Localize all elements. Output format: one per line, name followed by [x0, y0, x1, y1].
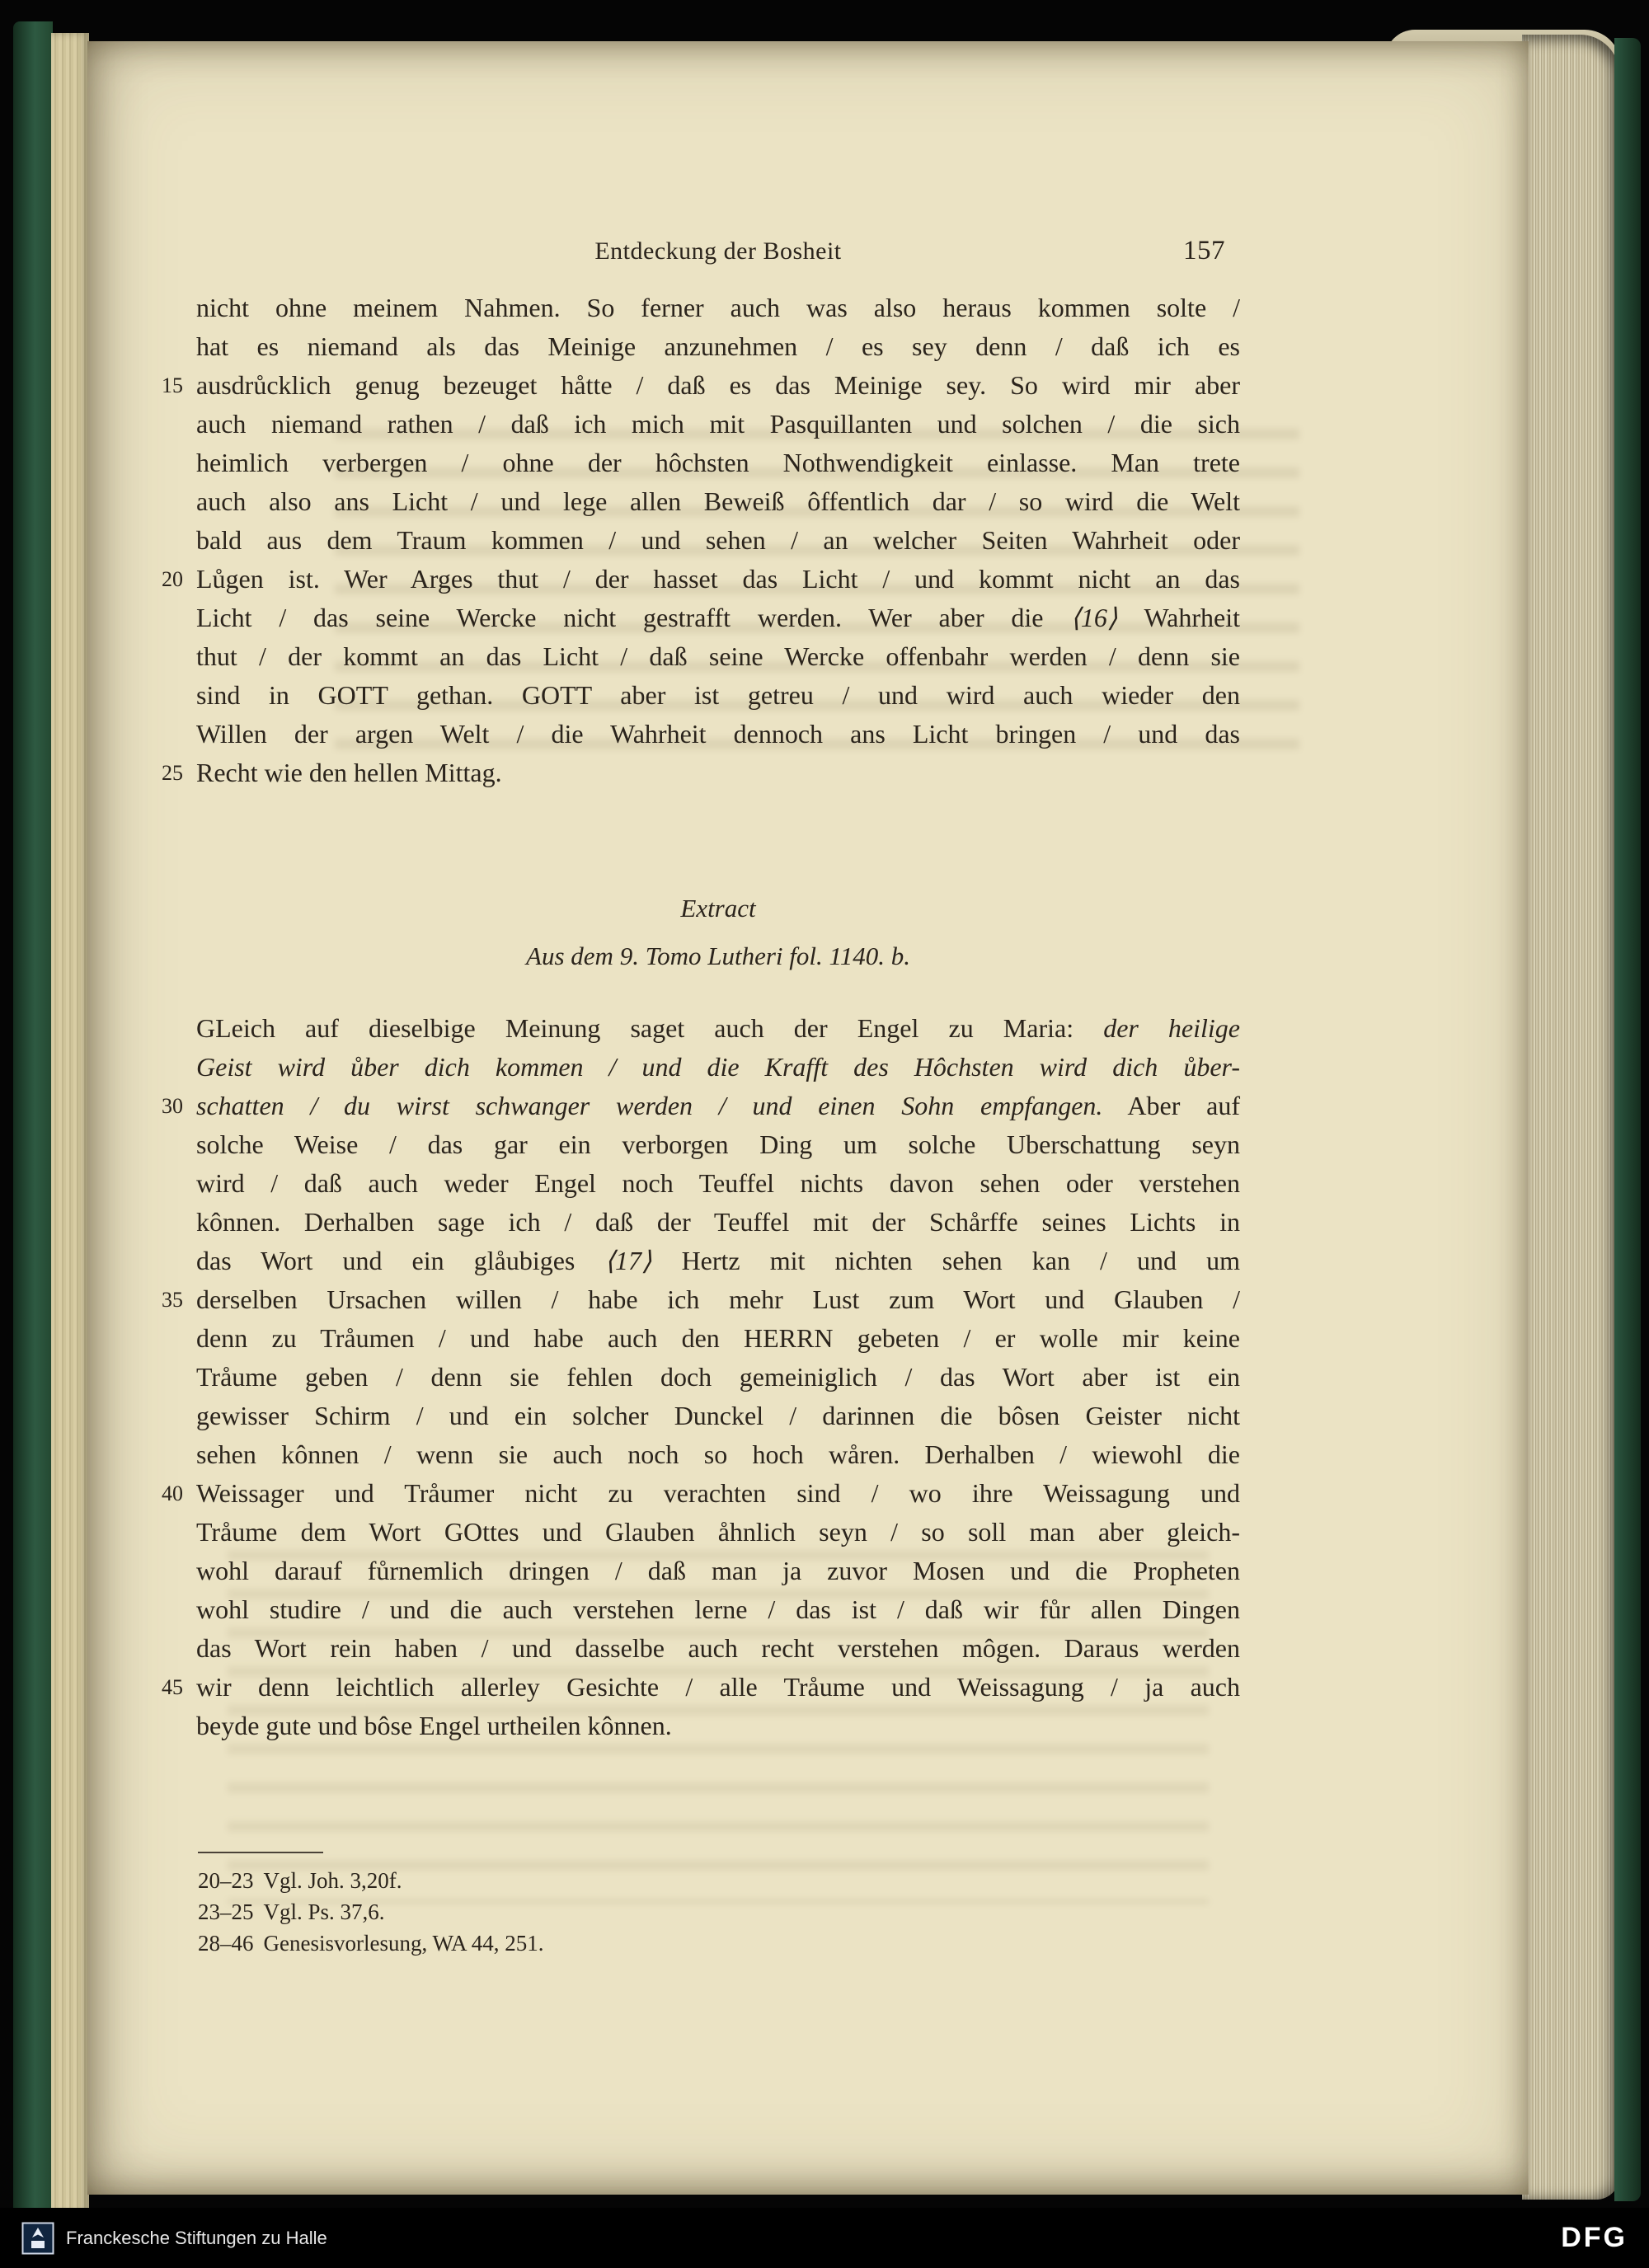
text-line [196, 1319, 1240, 1358]
footnote-line [198, 1865, 543, 1896]
text-line [196, 405, 1240, 444]
line-text: wohl studire / und die auch verstehen lerne / das ist / daß wir fůr allen Dingen [196, 1594, 1240, 1624]
footnote-line [198, 1928, 543, 1959]
paragraph-1 [162, 289, 1241, 792]
text-line [196, 637, 1240, 676]
line-text: solche Weise / das gar ein verborgen Ding um solche Uberschattung seyn [196, 1129, 1240, 1159]
text-line [196, 1009, 1240, 1048]
line-number-margin: 35 [162, 1288, 183, 1312]
line-number-margin: 45 [162, 1675, 183, 1699]
book-cover-right [1614, 38, 1641, 2201]
page-edge-left [51, 33, 89, 2214]
footnote-line-text: Genesisvorlesung, WA 44, 251. [263, 1931, 544, 1956]
line-text: Tråume dem Wort GOttes und Glauben åhnlich seyn / so soll man aber gleich- [196, 1517, 1240, 1547]
footnote-line-range: 28–46 [198, 1931, 254, 1956]
page-number: 157 [1183, 236, 1225, 265]
text-line [196, 1707, 1240, 1745]
text-line [196, 1242, 1240, 1280]
line-text: ausdrůcklich genug bezeuget håtte / daß es das Meinige sey. So wird mir aber [196, 370, 1240, 400]
text-line [196, 1397, 1240, 1435]
book-page [87, 41, 1529, 2195]
text-line [196, 1048, 1240, 1087]
line-text: denn zu Tråumen / und habe auch den HERRN gebeten / er wolle mir keine [196, 1323, 1240, 1353]
text-line [196, 1629, 1240, 1668]
footnote-line [198, 1896, 543, 1928]
line-number-margin: 40 [162, 1481, 183, 1505]
text-line [196, 1125, 1240, 1164]
line-text: heimlich verbergen / ohne der hôchsten Nothwendigkeit einlasse. Man trete [196, 448, 1240, 477]
line-text: Lůgen ist. Wer Arges thut / der hasset das Licht / und kommt nicht an das [196, 564, 1240, 594]
text-line [162, 1087, 1241, 1125]
library-attribution [21, 2222, 327, 2255]
line-text: sind in GOTT gethan. GOTT aber ist getreu / und wird auch wieder den [196, 680, 1240, 710]
text-line [196, 482, 1240, 521]
book-cover-left [13, 21, 53, 2229]
text-line [196, 1590, 1240, 1629]
text-line [196, 715, 1240, 754]
footnote-line-range: 20–23 [198, 1868, 254, 1893]
extract-heading [196, 890, 1240, 973]
line-text: das Wort und ein glåubiges ⟨17⟩ Hertz mit nichten sehen kan / und um [196, 1246, 1241, 1275]
line-number-margin: 30 [162, 1094, 183, 1118]
page-header [196, 237, 1240, 274]
extract-source: Aus dem 9. Tomo Lutheri fol. 1140. b. [526, 941, 910, 970]
text-line [196, 1552, 1240, 1590]
line-text: gewisser Schirm / und ein solcher Dunckel / darinnen die bôsen Geister nicht [196, 1401, 1240, 1430]
line-text: beyde gute und bôse Engel urtheilen kônnen. [196, 1711, 672, 1740]
paragraph-2 [162, 1009, 1241, 1745]
line-text: wohl darauf fůrnemlich dringen / daß man ja zuvor Mosen und die Propheten [196, 1556, 1240, 1585]
line-text: kônnen. Derhalben sage ich / daß der Teuffel mit der Schårffe seines Lichts in [196, 1207, 1240, 1237]
line-text: Geist wird ůber dich kommen / und die Krafft des Hôchsten wird dich ůber- [196, 1052, 1240, 1082]
text-line [162, 1668, 1240, 1707]
line-text: Tråume geben / denn sie fehlen doch gemeiniglich / das Wort aber ist ein [196, 1362, 1240, 1392]
text-line [196, 289, 1240, 327]
footnote-line-range: 23–25 [198, 1899, 254, 1924]
text-line [162, 366, 1240, 405]
line-text: auch niemand rathen / daß ich mich mit Pasquillanten und solchen / die sich [196, 409, 1240, 439]
line-number-margin: 15 [162, 373, 183, 397]
text-line [162, 1280, 1240, 1319]
text-line [196, 327, 1240, 366]
text-line [196, 676, 1240, 715]
line-text: hat es niemand als das Meinige anzunehmen / es sey denn / daß ich es [196, 331, 1240, 361]
viewer-footer-bar [0, 2208, 1649, 2268]
line-number-margin: 25 [162, 761, 183, 785]
footnote-rule [198, 1852, 323, 1853]
line-text: bald aus dem Traum kommen / und sehen / an welcher Seiten Wahrheit oder [196, 525, 1240, 555]
line-text: GLeich auf dieselbige Meinung saget auch der Engel zu Maria: der heilige [196, 1013, 1241, 1043]
running-title: Entdeckung der Bosheit [594, 237, 842, 265]
line-text: wird / daß auch weder Engel noch Teuffel nichts davon sehen oder verstehen [196, 1168, 1240, 1198]
text-line [162, 754, 1240, 792]
line-text: Recht wie den hellen Mittag. [196, 758, 502, 787]
line-text: nicht ohne meinem Nahmen. So ferner auch was also heraus kommen solte / [196, 293, 1240, 322]
footnotes [198, 1865, 543, 1959]
text-line [196, 1358, 1240, 1397]
francke-logo-icon [21, 2222, 54, 2255]
extract-title: Extract [680, 894, 756, 923]
line-text: Willen der argen Welt / die Wahrheit dennoch ans Licht bringen / und das [196, 719, 1240, 749]
text-line [196, 599, 1240, 637]
line-text: das Wort rein haben / und dasselbe auch recht verstehen môgen. Daraus werden [196, 1633, 1240, 1663]
footnote-line-text: Vgl. Ps. 37,6. [263, 1899, 385, 1924]
text-line [162, 1474, 1240, 1513]
text-line [196, 1513, 1240, 1552]
line-text: thut / der kommt an das Licht / daß seine Wercke offenbahr werden / denn sie [196, 641, 1240, 671]
text-area [162, 41, 1241, 2195]
text-line [196, 521, 1240, 560]
library-name: Franckesche Stiftungen zu Halle [66, 2227, 327, 2248]
line-text: schatten / du wirst schwanger werden / und einen Sohn empfangen. Aber auf [196, 1091, 1241, 1120]
footnote-line-text: Vgl. Joh. 3,20f. [263, 1868, 402, 1893]
text-line [196, 1203, 1240, 1242]
line-text: Weissager und Tråumer nicht zu verachten sind / wo ihre Weissagung und [196, 1478, 1240, 1508]
line-text: wir denn leichtlich allerley Gesichte / alle Tråume und Weissagung / ja auch [196, 1672, 1240, 1702]
line-text: Licht / das seine Wercke nicht gestrafft werden. Wer aber die ⟨16⟩ Wahrheit [196, 603, 1241, 632]
line-text: derselben Ursachen willen / habe ich mehr Lust zum Wort und Glauben / [196, 1284, 1240, 1314]
line-text: auch also ans Licht / und lege allen Beweiß ôffentlich dar / so wird die Welt [196, 486, 1240, 516]
text-line [196, 1435, 1240, 1474]
line-text: sehen kônnen / wenn sie auch noch so hoch wåren. Derhalben / wiewohl die [196, 1439, 1240, 1469]
dfg-logo: DFG [1561, 2222, 1628, 2253]
text-line [196, 444, 1240, 482]
line-number-margin: 20 [162, 567, 183, 591]
text-line [196, 1164, 1240, 1203]
page-stack-right [1522, 35, 1619, 2200]
text-line [162, 560, 1240, 599]
